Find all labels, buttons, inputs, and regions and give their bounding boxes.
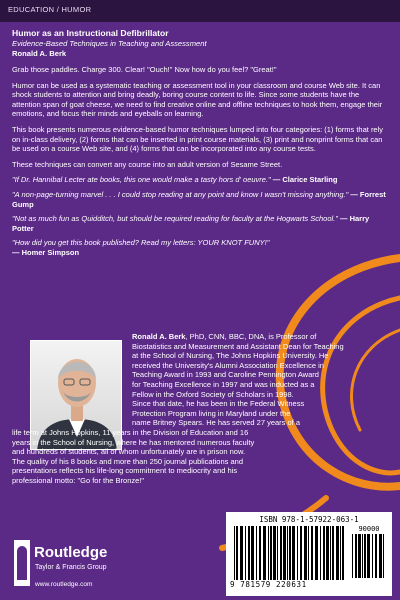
price-addon-number: 90000	[358, 525, 380, 533]
quote-text: "Not as much fun as Quidditch, but should be required reading for faculty at the Hogwarts School."	[12, 214, 338, 224]
endorsement-quote	[12, 214, 388, 233]
book-subtitle: Evidence-Based Techniques in Teaching and Assessment	[12, 39, 207, 48]
bio-line: , PhD, CNN, BBC, DNA, is Professor of	[185, 332, 317, 341]
bio-line: name Britney Spears. He has served 27 years of a	[132, 418, 301, 428]
author-bio-section	[12, 332, 388, 485]
bio-line: professional motto: "Go for the Bronze!"	[12, 475, 145, 485]
bio-line: Since that date, he has been in the Federal Witness	[132, 399, 305, 409]
quote-attribution: — Homer Simpson	[12, 247, 80, 257]
blurb-paragraph: Humor can be used as a systematic teaching or assessment tool in your classroom and course Web site. It can shock students to attention and bring deadly, boring course content to life. Since some students have the attention span of goat cheese, we need to find creative online and offline techniques to hook them, engage their emotions, and focus their minds and eyeballs on learning.	[12, 80, 383, 119]
endorsement-quote	[12, 175, 388, 185]
quote-attribution: — Clarice Starling	[272, 175, 338, 185]
bio-line: The quality of his 8 books and more than 250 journal publications and	[12, 456, 243, 466]
bio-line: and hundreds of students, all of whom unfortunately are in prison now.	[12, 447, 246, 457]
publisher-url: www.routledge.com	[35, 581, 93, 588]
category-label: EDUCATION / HUMOR	[8, 5, 92, 14]
publisher-name: Routledge	[34, 544, 108, 561]
bio-line: years in the School of Nursing, where he has mentored numerous faculty	[12, 437, 255, 447]
bio-line: for Teaching Excellence in 1997 and was inducted as a	[132, 379, 315, 389]
quote-text: "A non-page-turning marvel . . . I could stop reading at any point and know I wasn't missing anything."	[12, 189, 349, 199]
bio-line: Biostatistics and Measurement and Assistant Dean for Teaching	[132, 341, 344, 351]
quote-attribution: — Harry Potter	[12, 214, 370, 233]
quote-text: "How did you get this book published? Read my letters: YOUR KNOT FUNY!"	[12, 238, 270, 248]
routledge-logo-icon	[14, 540, 30, 586]
bio-author-name: Ronald A. Berk	[132, 332, 186, 341]
author-bio	[12, 332, 388, 486]
isbn-barcode	[234, 526, 346, 580]
back-cover-copy	[12, 28, 388, 263]
endorsement-quote	[12, 190, 388, 209]
bio-line: Protection Program living in Maryland under the	[132, 408, 291, 418]
blurb-paragraph: These techniques can convert any course into an adult version of Sesame Street.	[12, 159, 283, 169]
bio-line: Teaching Award in 1993 and Caroline Pennington Award	[132, 370, 319, 380]
isbn-label: ISBN 978-1-57922-063-1	[259, 515, 359, 524]
barcode-panel	[226, 512, 392, 596]
bio-line: at the School of Nursing, The Johns Hopkins University. He	[132, 351, 329, 361]
publisher-group: Taylor & Francis Group	[35, 564, 107, 571]
book-author: Ronald A. Berk	[12, 49, 67, 58]
book-title: Humor as an Instructional Defibrillator	[12, 28, 169, 38]
addon-barcode	[352, 534, 386, 578]
bio-line: received the University's Alumni Association Excellence in	[132, 360, 324, 370]
blurb-paragraph: Grab those paddles. Charge 300. Clear! "Ouch!" Now how do you feel? "Great!"	[12, 65, 277, 74]
endorsement-quote	[12, 238, 388, 257]
quote-attribution: — Forrest Gump	[12, 189, 386, 209]
bio-line: life term at Johns Hopkins, 11 years in the Division of Education and 16	[12, 427, 249, 437]
barcode-number: 9 781579 220631	[230, 580, 307, 589]
bio-line: presentations reflects his life-long commitment to mediocrity and his	[12, 466, 238, 476]
quote-text: "If Dr. Hannibal Lecter ate books, this one would make a tasty hors d' oeuvre."	[12, 175, 271, 185]
top-band	[0, 0, 400, 22]
blurb-paragraph: This book presents numerous evidence-based humor techniques lumped into four categories: (1) forms that rely on in-class delivery, (2) forms that can be inserted in print course materials, (3) print and nonprint forms that can be used on a course Web site, and (4) forms that can be incorporated into any course tests.	[12, 124, 384, 154]
bio-line: Fellow in the Oxford Society of Scholars in 1998.	[132, 389, 294, 399]
